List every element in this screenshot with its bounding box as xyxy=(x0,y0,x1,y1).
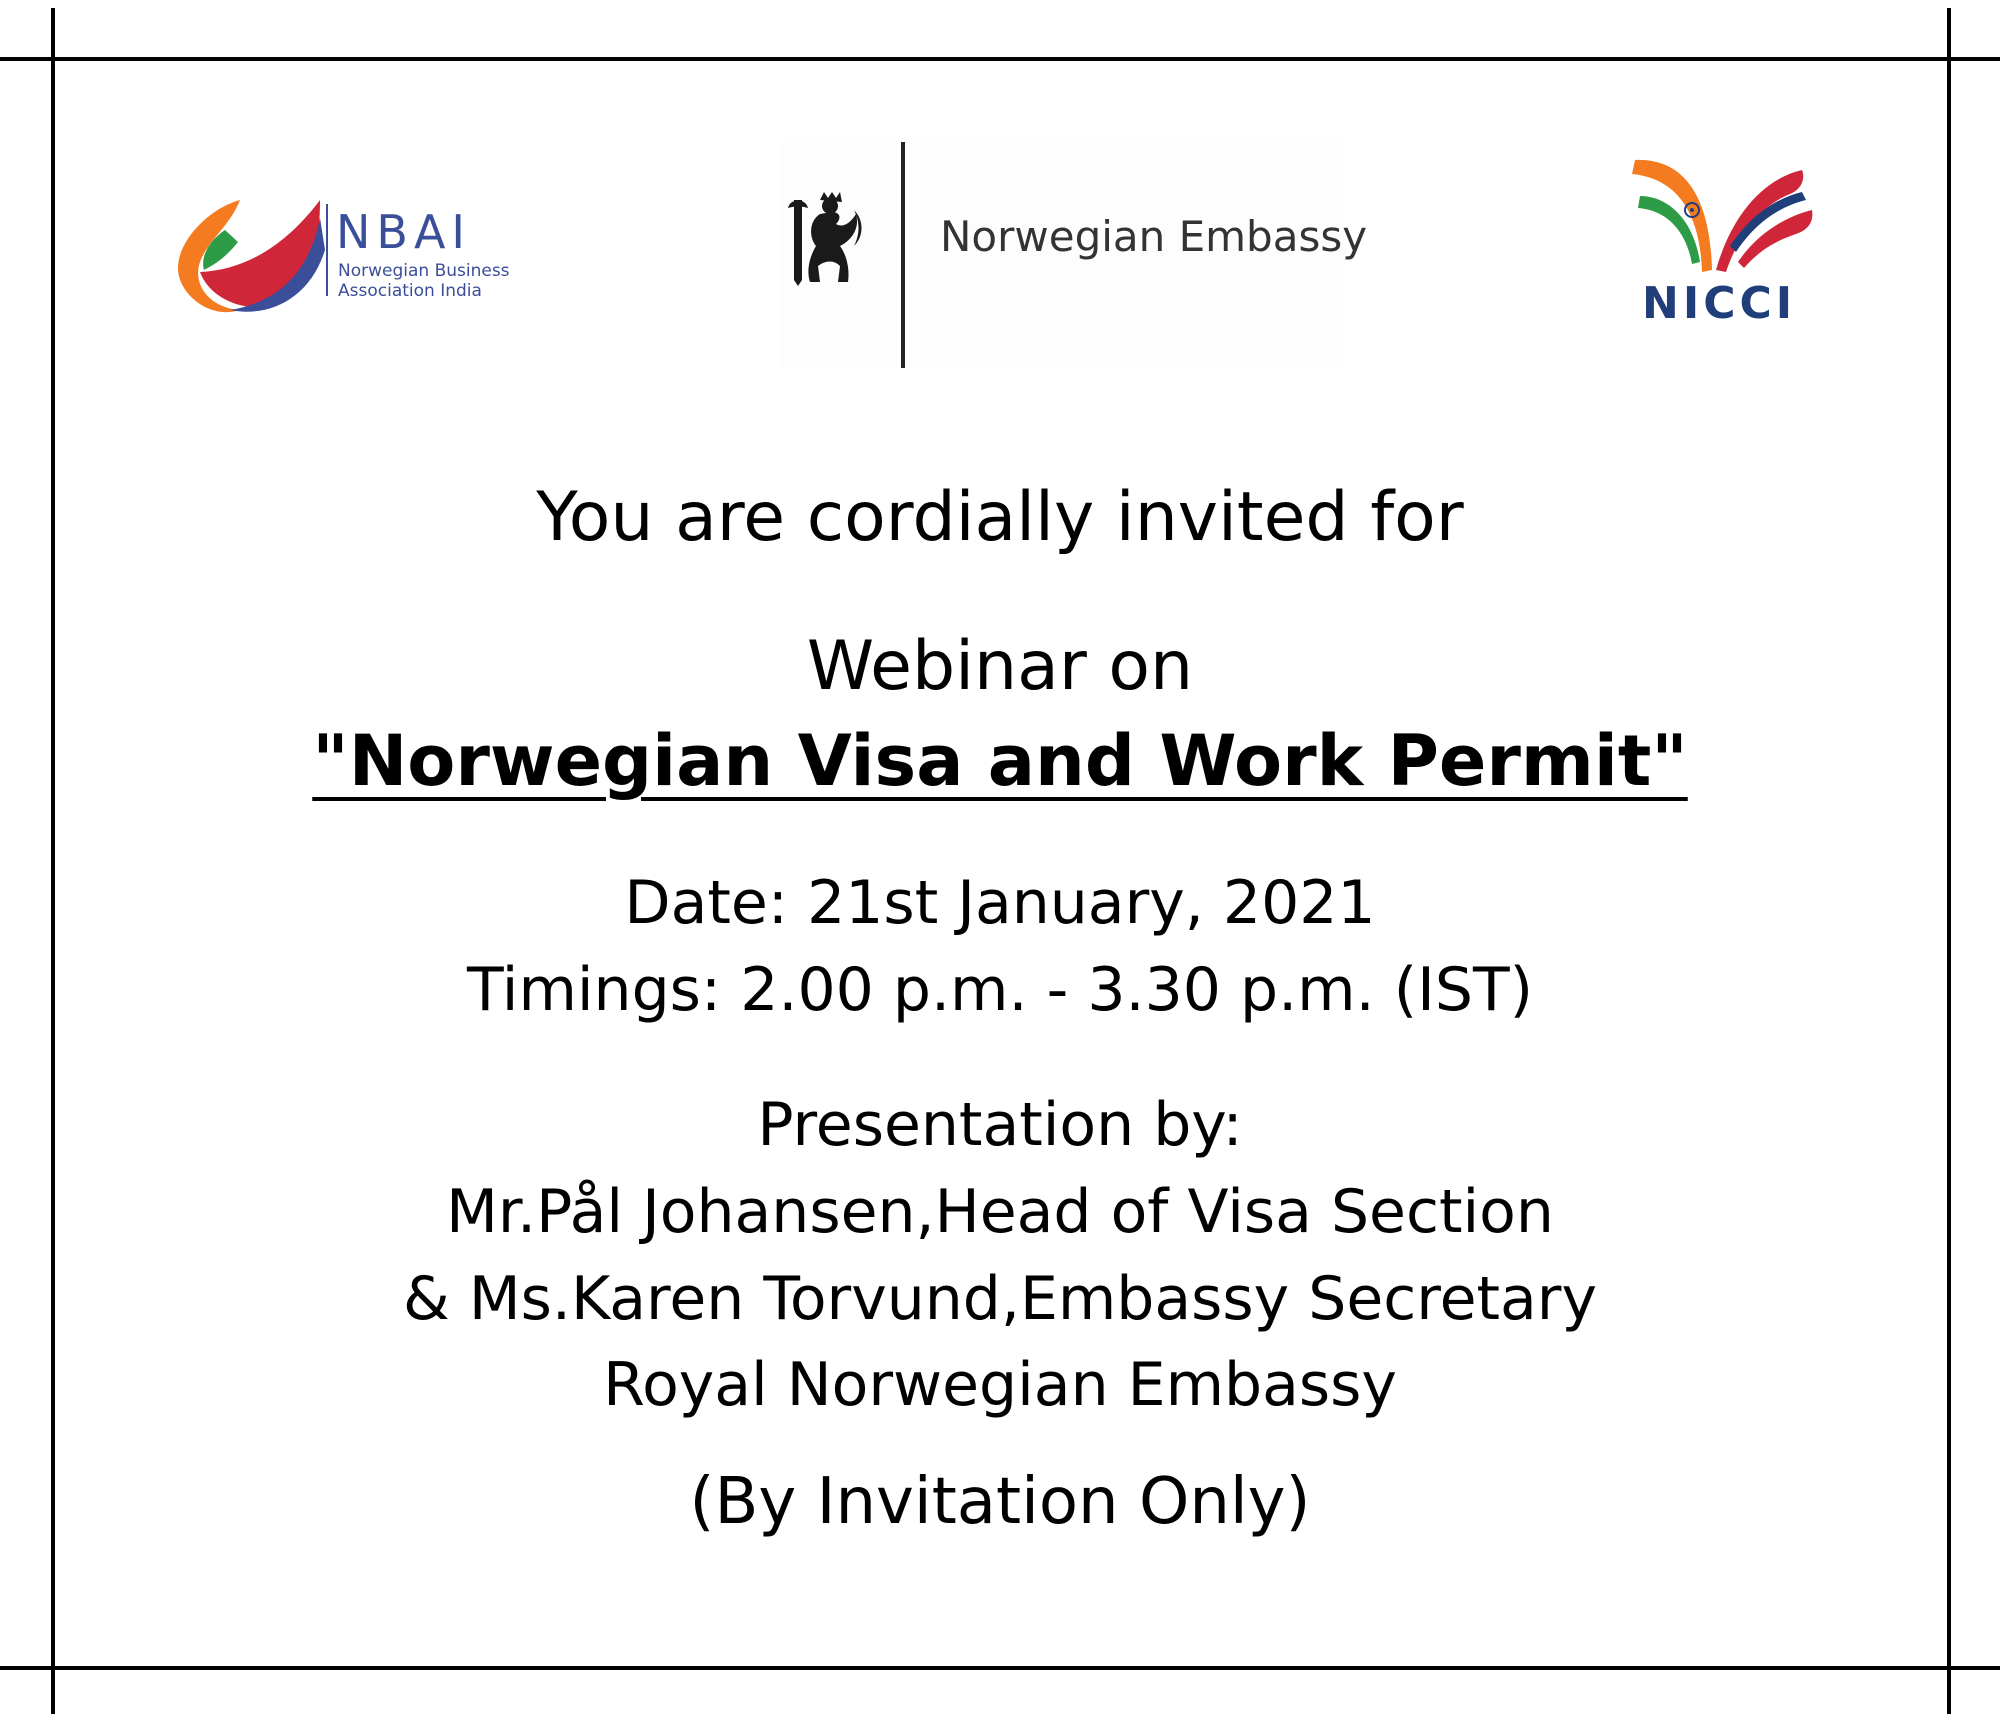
norwegian-lion-crest-icon xyxy=(780,190,870,290)
nbai-line1: Norwegian Business xyxy=(338,261,510,281)
nbai-logo xyxy=(170,190,510,330)
event-date: Date: 21st January, 2021 xyxy=(624,868,1376,938)
nbai-acronym: NBAI xyxy=(336,205,472,259)
presenters-heading: Presentation by: xyxy=(757,1090,1243,1160)
presenter-line-2: & Ms.Karen Torvund,Embassy Secretary xyxy=(403,1264,1597,1334)
invitation-line: You are cordially invited for xyxy=(536,478,1464,557)
invitation-only-note: (By Invitation Only) xyxy=(689,1465,1311,1539)
embassy-logo-divider xyxy=(901,142,905,368)
nbai-swoosh-icon xyxy=(170,190,510,330)
nbai-line2: Association India xyxy=(338,281,482,301)
webinar-on-label: Webinar on xyxy=(806,627,1194,706)
event-timings: Timings: 2.00 p.m. - 3.30 p.m. (IST) xyxy=(466,955,1534,1025)
nicci-swoosh-icon xyxy=(1620,150,1820,330)
presenter-organization: Royal Norwegian Embassy xyxy=(603,1350,1397,1420)
nicci-acronym: NICCI xyxy=(1642,278,1797,329)
frame-right-line xyxy=(1947,8,1951,1714)
nicci-logo xyxy=(1620,150,1820,330)
presenter-line-1: Mr.Pål Johansen,Head of Visa Section xyxy=(446,1177,1554,1247)
frame-left-line xyxy=(51,8,55,1714)
norwegian-embassy-logo xyxy=(780,142,1368,368)
webinar-title: "Norwegian Visa and Work Permit" xyxy=(312,720,1688,802)
frame-bottom-line xyxy=(0,1666,2000,1670)
embassy-name: Norwegian Embassy xyxy=(940,212,1368,261)
frame-top-line xyxy=(0,57,2000,61)
